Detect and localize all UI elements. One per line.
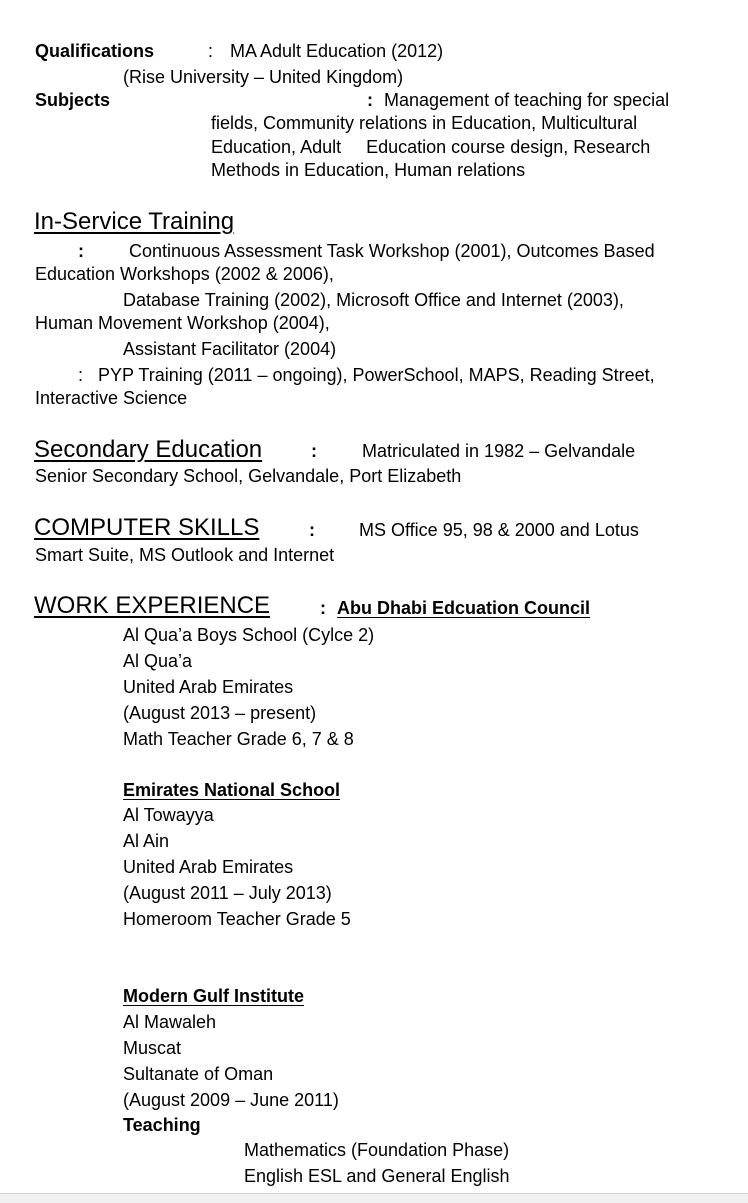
subjects-line: Education, Adult Education course design, Research [211, 137, 651, 157]
employer-name: Abu Dhabi Edcuation Council [337, 598, 590, 618]
in-service-heading: In-Service Training [34, 208, 235, 235]
in-service-line: Interactive Science [35, 388, 188, 408]
qualifications-degree: MA Adult Education (2012) [230, 41, 444, 61]
job-detail-line: Math Teacher Grade 6, 7 & 8 [123, 729, 354, 749]
subjects-line: fields, Community relations in Education, Multicultural [211, 113, 638, 133]
job-detail-line: Al Qua’a Boys School (Cylce 2) [123, 625, 375, 645]
job-detail-line: Sultanate of Oman [123, 1064, 274, 1084]
work-heading: WORK EXPERIENCE [34, 592, 271, 619]
computer-colon: : [309, 520, 315, 540]
in-service-line: Human Movement Workshop (2004), [35, 313, 330, 333]
job-subject-line: Mathematics (Foundation Phase) [244, 1140, 510, 1160]
qualifications-colon: : [208, 41, 214, 61]
subjects-line: Management of teaching for special [384, 90, 670, 110]
in-service-line: : PYP Training (2011 – ongoing), PowerSchool, MAPS, Reading Street, [78, 365, 655, 385]
in-service-line: Continuous Assessment Task Workshop (2001), Outcomes Based [129, 241, 655, 261]
job-detail-line: Al Mawaleh [123, 1012, 217, 1032]
subjects-colon: : [367, 90, 373, 110]
job-detail-line: Al Qua’a [123, 651, 193, 671]
secondary-line: Senior Secondary School, Gelvandale, Port Elizabeth [35, 466, 462, 486]
secondary-heading: Secondary Education [34, 436, 263, 463]
in-service-colon: : [78, 241, 84, 261]
employer-name: Emirates National School [123, 780, 341, 800]
job-detail-line: United Arab Emirates [123, 857, 294, 877]
job-detail-line: Muscat [123, 1038, 182, 1058]
computer-heading: COMPUTER SKILLS [34, 514, 260, 541]
in-service-line: Education Workshops (2002 & 2006), [35, 264, 334, 284]
job-detail-line: (August 2011 – July 2013) [123, 883, 332, 903]
in-service-line: Database Training (2002), Microsoft Office and Internet (2003), [123, 290, 624, 310]
in-service-line: Assistant Facilitator (2004) [123, 339, 337, 359]
job-detail-line: (August 2009 – June 2011) [123, 1090, 339, 1110]
secondary-colon: : [311, 441, 317, 461]
computer-line: Smart Suite, MS Outlook and Internet [35, 545, 335, 565]
work-colon: : [320, 598, 326, 618]
subjects-line: Methods in Education, Human relations [211, 160, 526, 180]
job-subject-line: English ESL and General English [244, 1166, 510, 1186]
job-detail-line: United Arab Emirates [123, 677, 294, 697]
employer-name: Modern Gulf Institute [123, 986, 304, 1006]
subjects-label: Subjects [35, 90, 111, 110]
computer-line: MS Office 95, 98 & 2000 and Lotus [359, 520, 639, 540]
job-detail-line: Al Ain [123, 831, 170, 851]
job-detail-line: Al Towayya [123, 805, 214, 825]
qualifications-institution: (Rise University – United Kingdom) [123, 67, 404, 87]
job-detail-line: (August 2013 – present) [123, 703, 317, 723]
qualifications-label: Qualifications [35, 41, 155, 61]
job-role-label: Teaching [123, 1115, 201, 1135]
secondary-line: Matriculated in 1982 – Gelvandale [362, 441, 636, 461]
job-detail-line: Homeroom Teacher Grade 5 [123, 909, 351, 929]
